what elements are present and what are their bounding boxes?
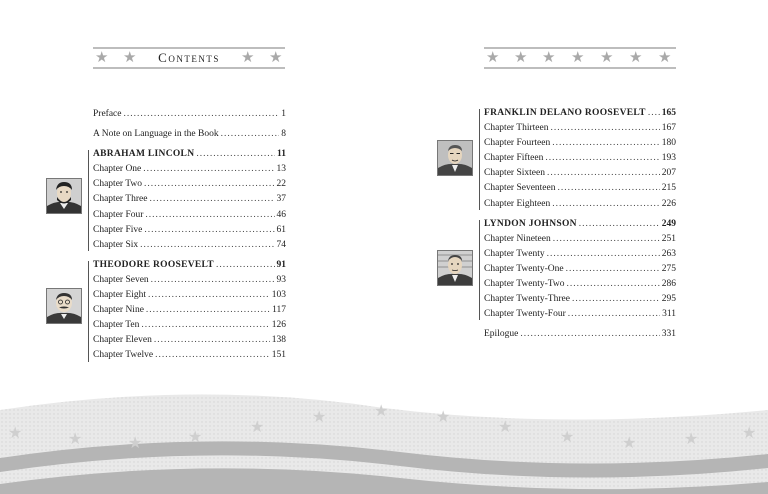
toc-entry-label: Chapter Eleven bbox=[93, 335, 152, 346]
toc-entry-page: 207 bbox=[661, 168, 676, 179]
leader-dots bbox=[552, 197, 660, 212]
star-icon: ★ bbox=[241, 50, 255, 66]
toc-entry-page: 13 bbox=[276, 164, 286, 175]
toc-heading-label: FRANKLIN DELANO ROOSEVELT bbox=[484, 108, 646, 118]
section-lincoln bbox=[93, 147, 286, 253]
toc-entry-page: 275 bbox=[661, 263, 676, 274]
leader-dots bbox=[568, 307, 660, 322]
leader-dots bbox=[566, 262, 660, 277]
toc-entry-page: 226 bbox=[661, 198, 676, 209]
toc-entry-label: Chapter Thirteen bbox=[484, 123, 549, 134]
leader-dots bbox=[221, 127, 280, 142]
star-icon: ★ bbox=[250, 417, 265, 436]
section-lbj bbox=[484, 217, 676, 323]
star-icon: ★ bbox=[68, 429, 83, 448]
leader-dots bbox=[143, 162, 274, 177]
toc-entry-label: Chapter Twelve bbox=[93, 350, 154, 361]
toc-chapter[interactable] bbox=[93, 238, 286, 253]
leader-dots bbox=[552, 136, 660, 151]
toc-entry-label: Chapter Nineteen bbox=[484, 233, 551, 244]
toc-entry-label: Epilogue bbox=[484, 329, 519, 340]
star-icon: ★ bbox=[312, 407, 327, 426]
toc-entry-label: Chapter Twenty-One bbox=[484, 263, 564, 274]
banner-stars bbox=[484, 50, 676, 66]
toc-entry-label: Chapter Fifteen bbox=[484, 153, 544, 164]
leader-dots bbox=[140, 238, 274, 253]
star-icon: ★ bbox=[571, 50, 585, 66]
toc-entry-page: 311 bbox=[662, 309, 676, 320]
toc-entry-page: 215 bbox=[661, 183, 676, 194]
leader-dots bbox=[141, 318, 269, 333]
toc-entry-note-on-language[interactable] bbox=[93, 127, 286, 142]
toc-entry-page: 295 bbox=[661, 294, 676, 305]
contents-title: Contents bbox=[158, 50, 220, 65]
toc-chapter[interactable] bbox=[484, 277, 676, 292]
toc-entry-page: 61 bbox=[276, 224, 286, 235]
toc-chapter[interactable] bbox=[93, 162, 286, 177]
leader-dots bbox=[154, 333, 270, 348]
toc-chapter[interactable] bbox=[484, 121, 676, 136]
toc-entry-page: 46 bbox=[276, 209, 286, 220]
toc-entry-page: 117 bbox=[272, 305, 286, 316]
toc-entry-page: 286 bbox=[661, 279, 676, 290]
toc-right bbox=[484, 106, 676, 342]
section-rule bbox=[88, 261, 89, 362]
toc-entry-page: 138 bbox=[271, 335, 286, 346]
toc-entry-label: Chapter Eight bbox=[93, 290, 147, 301]
leader-dots bbox=[123, 107, 279, 122]
toc-entry-label: Chapter Six bbox=[93, 239, 139, 250]
toc-entry-label: Chapter Fourteen bbox=[484, 138, 551, 149]
toc-entry-label: Chapter Twenty-Three bbox=[484, 294, 570, 305]
lbj-portrait bbox=[437, 250, 473, 286]
toc-heading-label: LYNDON JOHNSON bbox=[484, 218, 577, 229]
toc-entry-page: 180 bbox=[661, 138, 676, 149]
toc-chapter[interactable] bbox=[93, 273, 286, 288]
toc-entry-label: Chapter One bbox=[93, 164, 142, 175]
toc-entry-label: Chapter Four bbox=[93, 209, 144, 220]
toc-chapter[interactable] bbox=[93, 177, 286, 192]
leader-dots bbox=[151, 273, 275, 288]
leader-dots bbox=[572, 292, 660, 307]
toc-heading-label: ABRAHAM LINCOLN bbox=[93, 149, 195, 160]
toc-chapter[interactable] bbox=[484, 151, 676, 166]
toc-entry-page: 331 bbox=[661, 329, 676, 340]
toc-heading-lbj[interactable] bbox=[484, 217, 676, 232]
toc-entry-label: Chapter Five bbox=[93, 224, 143, 235]
toc-entry-label: Chapter Ten bbox=[93, 320, 140, 331]
toc-left bbox=[93, 107, 286, 364]
toc-entry-page: 193 bbox=[661, 153, 676, 164]
toc-entry-page: 37 bbox=[276, 194, 286, 205]
toc-entry-label: Chapter Sixteen bbox=[484, 168, 545, 179]
star-icon: ★ bbox=[514, 50, 528, 66]
toc-chapter[interactable] bbox=[484, 181, 676, 196]
leader-dots bbox=[144, 223, 274, 238]
banner-rule-top bbox=[93, 47, 285, 49]
leader-dots bbox=[547, 247, 660, 262]
toc-entry-page: 74 bbox=[276, 239, 286, 250]
leader-dots bbox=[547, 166, 660, 181]
toc-chapter[interactable] bbox=[484, 262, 676, 277]
toc-entry-label: Chapter Three bbox=[93, 194, 148, 205]
fdr-portrait bbox=[437, 140, 473, 176]
section-rule bbox=[479, 220, 480, 321]
toc-entry-label: Chapter Nine bbox=[93, 305, 144, 316]
toc-entry-label: Preface bbox=[93, 109, 122, 119]
toc-chapter[interactable] bbox=[93, 303, 286, 318]
star-icon: ★ bbox=[128, 433, 143, 452]
toc-entry-page: 251 bbox=[661, 233, 676, 244]
toc-entry-preface[interactable] bbox=[93, 107, 286, 122]
leader-dots bbox=[146, 303, 270, 318]
toc-chapter[interactable] bbox=[484, 247, 676, 262]
toc-entry-label: Chapter Twenty bbox=[484, 248, 545, 259]
star-icon: ★ bbox=[629, 50, 643, 66]
toc-heading-theodore-roosevelt[interactable] bbox=[93, 258, 286, 273]
toc-chapter[interactable] bbox=[484, 136, 676, 151]
leader-dots bbox=[196, 147, 275, 162]
leader-dots bbox=[520, 327, 659, 342]
banner-rule-bottom bbox=[484, 67, 676, 69]
toc-chapter[interactable] bbox=[93, 223, 286, 238]
toc-entry-page: 103 bbox=[271, 290, 286, 301]
leader-dots bbox=[567, 277, 660, 292]
toc-entry-page: 151 bbox=[271, 350, 286, 361]
star-icon: ★ bbox=[436, 407, 451, 426]
star-icon: ★ bbox=[622, 433, 637, 452]
toc-heading-page: 165 bbox=[661, 108, 676, 118]
contents-banner bbox=[93, 47, 285, 69]
toc-entry-label: A Note on Language in the Book bbox=[93, 129, 219, 140]
leader-dots bbox=[144, 177, 274, 192]
toc-entry-label: Chapter Twenty-Four bbox=[484, 309, 566, 320]
star-icon: ★ bbox=[188, 427, 203, 446]
star-icon: ★ bbox=[498, 417, 513, 436]
star-icon: ★ bbox=[486, 50, 500, 66]
toc-heading-fdr[interactable] bbox=[484, 106, 676, 121]
toc-entry-page: 1 bbox=[281, 109, 286, 119]
lincoln-portrait bbox=[46, 178, 82, 214]
toc-chapter[interactable] bbox=[484, 166, 676, 181]
right-banner bbox=[484, 47, 676, 69]
toc-entry-label: Chapter Seven bbox=[93, 274, 149, 285]
toc-chapter[interactable] bbox=[484, 232, 676, 247]
star-icon: ★ bbox=[742, 423, 757, 442]
toc-entry-page: 126 bbox=[271, 320, 286, 331]
toc-chapter[interactable] bbox=[484, 307, 676, 322]
theodore-roosevelt-portrait bbox=[46, 288, 82, 324]
leader-dots bbox=[558, 181, 660, 196]
toc-chapter[interactable] bbox=[93, 192, 286, 207]
section-rule bbox=[479, 109, 480, 210]
star-icon: ★ bbox=[374, 401, 389, 420]
toc-chapter[interactable] bbox=[93, 288, 286, 303]
leader-dots bbox=[545, 151, 659, 166]
toc-entry-label: Chapter Twenty-Two bbox=[484, 279, 565, 290]
toc-entry-page: 22 bbox=[276, 179, 286, 190]
toc-heading-page: 11 bbox=[277, 149, 286, 160]
star-icon: ★ bbox=[542, 50, 556, 66]
section-fdr bbox=[484, 106, 676, 212]
toc-chapter[interactable] bbox=[93, 348, 286, 363]
toc-heading-label: THEODORE ROOSEVELT bbox=[93, 259, 214, 270]
toc-entry-page: 8 bbox=[281, 129, 286, 140]
flag-decoration bbox=[0, 380, 768, 494]
leader-dots bbox=[155, 348, 270, 363]
star-icon: ★ bbox=[123, 50, 137, 66]
star-icon: ★ bbox=[8, 423, 23, 442]
toc-entry-epilogue[interactable] bbox=[484, 327, 676, 342]
toc-heading-lincoln[interactable] bbox=[93, 147, 286, 162]
star-icon: ★ bbox=[658, 50, 672, 66]
leader-dots bbox=[553, 232, 660, 247]
section-rule bbox=[88, 150, 89, 251]
leader-dots bbox=[145, 208, 274, 223]
leader-dots bbox=[550, 121, 659, 136]
leader-dots bbox=[648, 106, 660, 121]
toc-chapter[interactable] bbox=[93, 333, 286, 348]
toc-heading-page: 249 bbox=[661, 218, 676, 229]
leader-dots bbox=[216, 258, 275, 273]
toc-chapter[interactable] bbox=[93, 318, 286, 333]
leader-dots bbox=[148, 288, 270, 303]
star-icon: ★ bbox=[269, 50, 283, 66]
toc-entry-label: Chapter Two bbox=[93, 179, 143, 190]
toc-entry-page: 263 bbox=[661, 248, 676, 259]
toc-entry-page: 93 bbox=[276, 274, 286, 285]
star-icon: ★ bbox=[560, 427, 575, 446]
banner-rule-top bbox=[484, 47, 676, 49]
toc-chapter[interactable] bbox=[484, 197, 676, 212]
section-theodore-roosevelt bbox=[93, 258, 286, 364]
star-icon: ★ bbox=[600, 50, 614, 66]
toc-entry-page: 167 bbox=[661, 123, 676, 134]
banner-rule-bottom bbox=[93, 67, 285, 69]
toc-heading-page: 91 bbox=[276, 259, 286, 270]
toc-entry-label: Chapter Seventeen bbox=[484, 183, 556, 194]
star-icon: ★ bbox=[95, 50, 109, 66]
leader-dots bbox=[579, 217, 660, 232]
toc-entry-label: Chapter Eighteen bbox=[484, 198, 551, 209]
toc-chapter[interactable] bbox=[93, 208, 286, 223]
leader-dots bbox=[149, 192, 274, 207]
toc-chapter[interactable] bbox=[484, 292, 676, 307]
star-icon: ★ bbox=[684, 429, 699, 448]
